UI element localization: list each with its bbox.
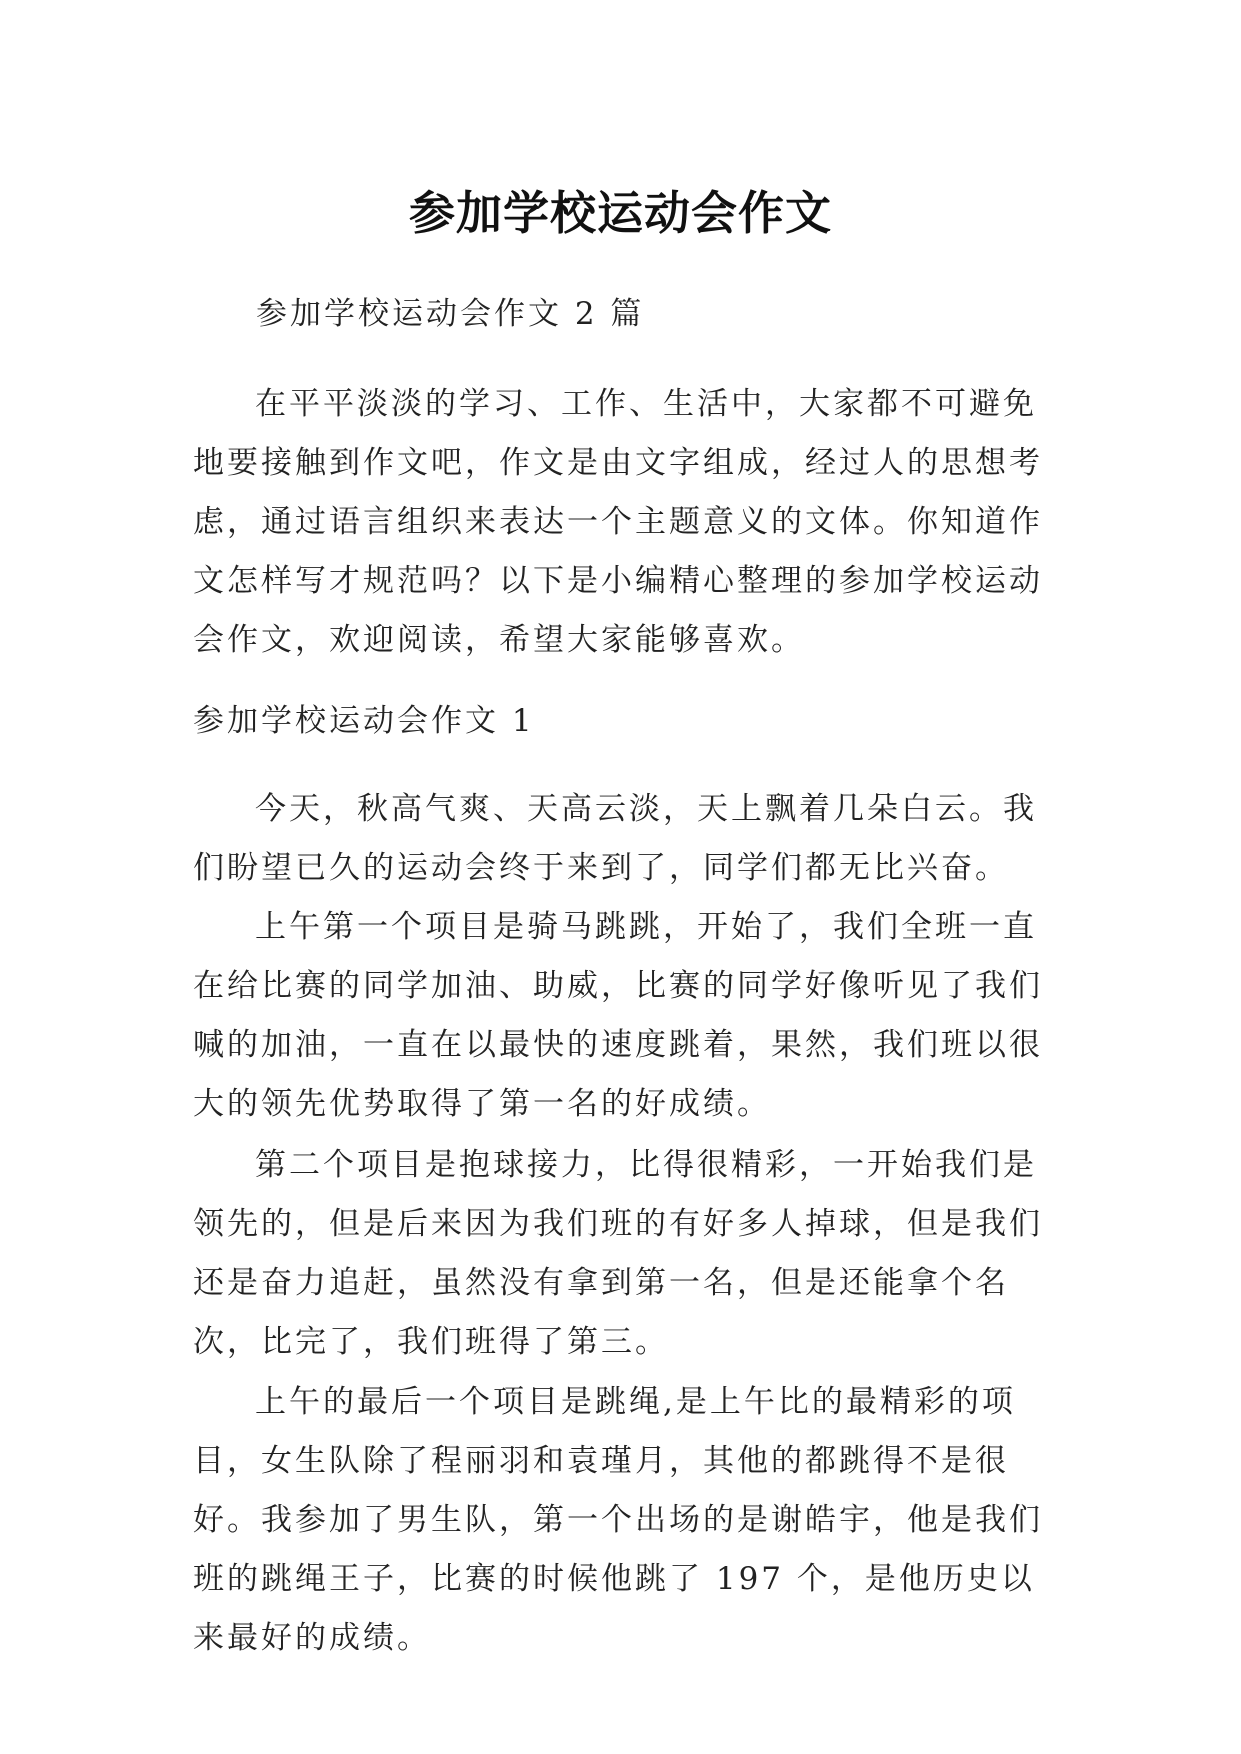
- paragraph-2: 上午第一个项目是骑马跳跳，开始了，我们全班一直在给比赛的同学加油、助威，比赛的同学好像听见了我们喊的加油，一直在以最快的速度跳着，果然，我们班以很大的领先优势取得了第一名的好成绩。: [193, 909, 1043, 1122]
- paragraph-3: 第二个项目是抱球接力，比得很精彩，一开始我们是领先的，但是后来因为我们班的有好多人掉球，但是我们还是奋力追赶，虽然没有拿到第一名，但是还能拿个名次，比完了，我们班得了第三。: [193, 1147, 1043, 1360]
- paragraph-1: 今天，秋高气爽、天高云淡，天上飘着几朵白云。我们盼望已久的运动会终于来到了，同学们都无比兴奋。: [193, 791, 1037, 886]
- document-title: 参加学校运动会作文: [409, 185, 832, 240]
- paragraph-4: 上午的最后一个项目是跳绳,是上午比的最精彩的项目，女生队除了程丽羽和袁瑾月，其他的都跳得不是很好。我参加了男生队，第一个出场的是谢皓宇，他是我们班的跳绳王子，比赛的时候他跳了 197 个，是他历史以来最好的成绩。: [193, 1384, 1043, 1656]
- section-heading: 参加学校运动会作文 1: [193, 703, 535, 739]
- intro-paragraph: 在平平淡淡的学习、工作、生活中，大家都不可避免地要接触到作文吧，作文是由文字组成，经过人的思想考虑，通过语言组织来表达一个主题意义的文体。你知道作文怎样写才规范吗？以下是小编精心整理的参加学校运动会作文，欢迎阅读，希望大家能够喜欢。: [193, 386, 1043, 658]
- intro-heading: 参加学校运动会作文 2 篇: [256, 296, 645, 332]
